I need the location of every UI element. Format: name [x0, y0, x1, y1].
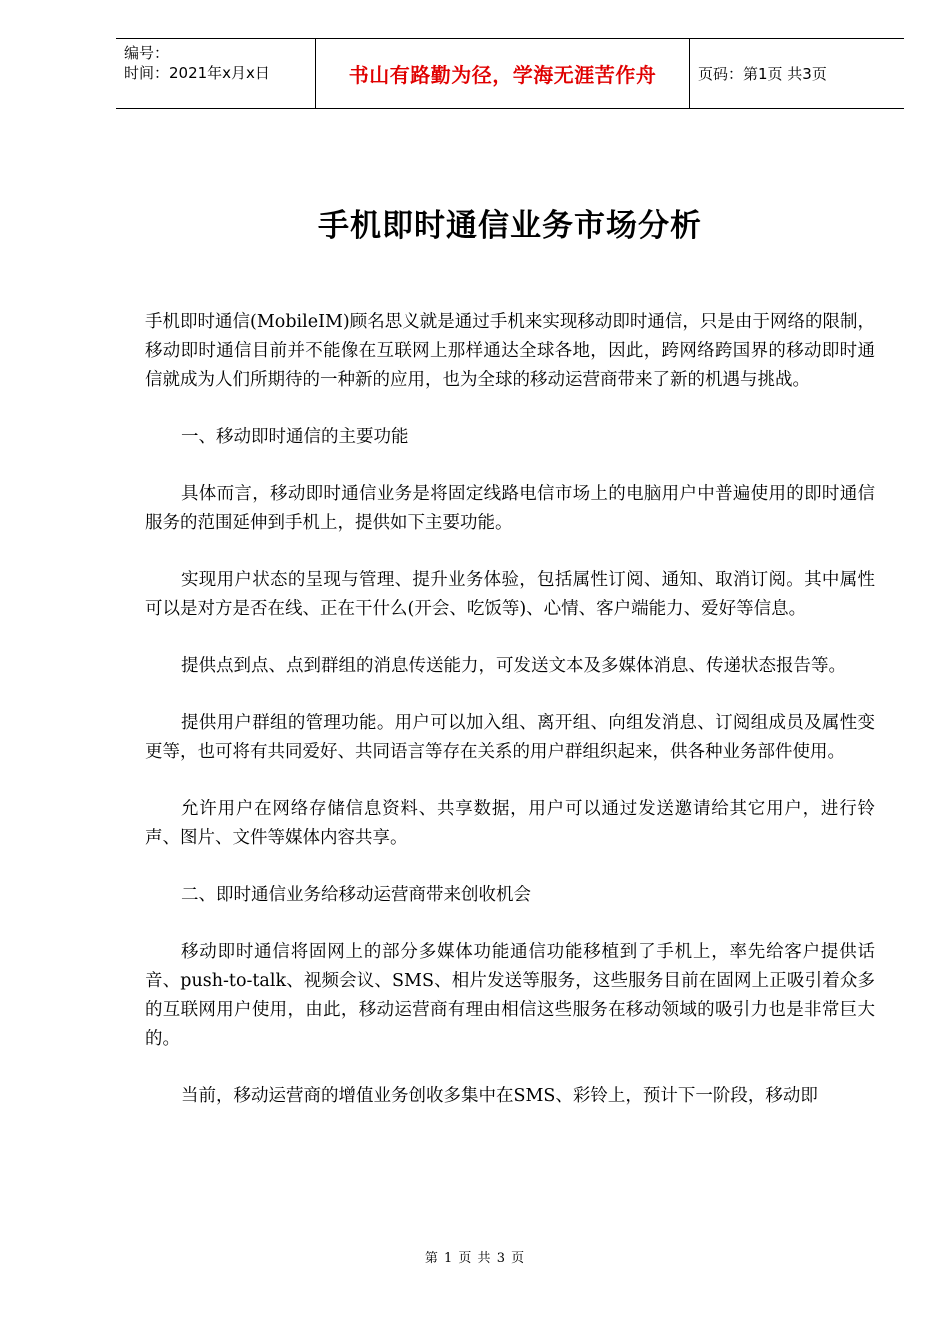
header-page-info — [690, 39, 904, 108]
paragraph: 提供用户群组的管理功能。用户可以加入组、离开组、向组发消息、订阅组成员及属性变更等，也可将有共同爱好、共同语言等存在关系的用户群组织起来，供各种业务部件使用。 — [145, 713, 875, 762]
header-motto — [316, 39, 690, 108]
document-header — [116, 38, 904, 109]
section-heading-2: 二、即时通信业务给移动运营商带来创收机会 — [181, 885, 531, 905]
motto-text: 书山有路勤为径，学海无涯苦作舟 — [348, 63, 657, 87]
page-footer: 第 1 页 共 3 页 — [424, 1251, 526, 1266]
paragraph: 实现用户状态的呈现与管理、提升业务体验，包括属性订阅、通知、取消订阅。其中属性可以是对方是否在线、正在干什么(开会、吃饭等)、心情、客户端能力、爱好等信息。 — [145, 570, 875, 619]
paragraph: 当前，移动运营商的增值业务创收多集中在SMS、彩铃上，预计下一阶段，移动即 — [181, 1086, 818, 1106]
paragraph: 允许用户在网络存储信息资料、共享数据，用户可以通过发送邀请给其它用户，进行铃声、图片、文件等媒体内容共享。 — [145, 799, 875, 848]
paragraph: 移动即时通信将固网上的部分多媒体功能通信功能移植到了手机上，率先给客户提供话音、push-to-talk、视频会议、SMS、相片发送等服务，这些服务目前在固网上正吸引着众多的互联网用户使用，由此，移动运营商有理由相信这些服务在移动领域的吸引力也是非常巨大的。 — [145, 942, 875, 1049]
paragraph: 提供点到点、点到群组的消息传送能力，可发送文本及多媒体消息、传递状态报告等。 — [181, 656, 846, 676]
paragraph-intro: 手机即时通信(MobileIM)顾名思义就是通过手机来实现移动即时通信，只是由于网络的限制，移动即时通信目前并不能像在互联网上那样通达全球各地，因此，跨网络跨国界的移动即时通信就成为人们所期待的一种新的应用，也为全球的移动运营商带来了新的机遇与挑战。 — [145, 312, 875, 390]
document-title: 手机即时通信业务市场分析 — [318, 208, 702, 244]
paragraph: 具体而言，移动即时通信业务是将固定线路电信市场上的电脑用户中普遍使用的即时通信服务的范围延伸到手机上，提供如下主要功能。 — [145, 484, 875, 533]
page-info-text: 页码：第1页 共3页 — [698, 65, 827, 83]
document-number-label: 编号： — [124, 44, 170, 62]
document-time-label: 时间：2021年x月x日 — [124, 64, 270, 82]
header-meta — [116, 39, 316, 108]
section-heading-1: 一、移动即时通信的主要功能 — [181, 427, 409, 447]
document-body — [145, 308, 875, 1139]
